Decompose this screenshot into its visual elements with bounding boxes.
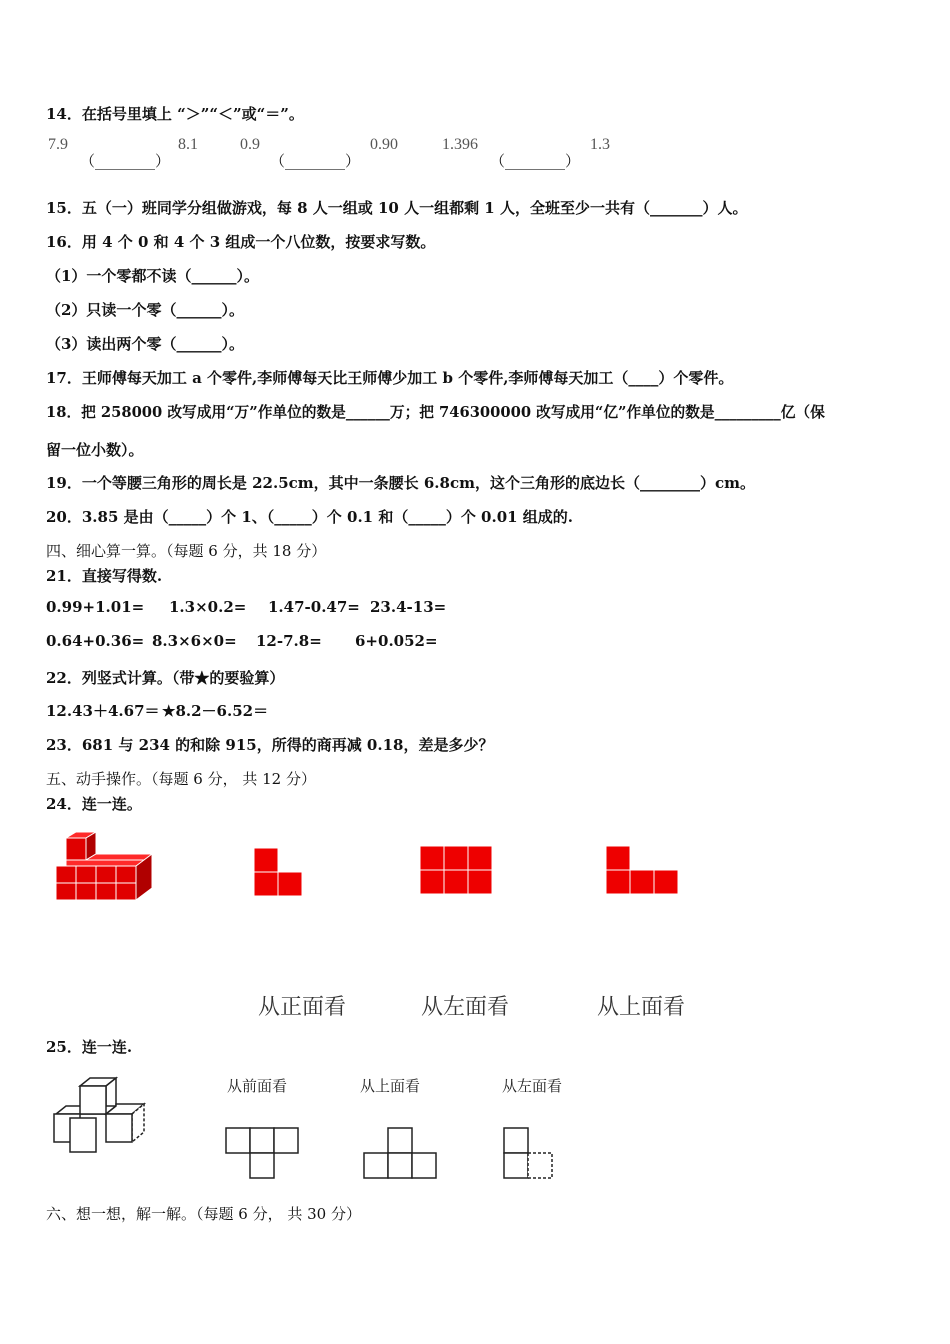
section5-heading: 五、动手操作。（每题 6 分， 共 12 分） <box>46 770 316 788</box>
q22-expr-2: ★8.2－6.52＝ <box>162 702 269 720</box>
q19-text: 19．一个等腰三角形的周长是 22.5cm，其中一条腰长 6.8cm，这个三角形的底边长（________）cm。 <box>46 474 755 492</box>
q14-left-1: 7.9 <box>48 136 68 153</box>
q21-r1-c2: 1.3×0.2= <box>169 598 247 616</box>
q25-label-left: 从左面看 <box>502 1077 563 1095</box>
q24-view-b <box>420 846 494 896</box>
q24-label-top: 从上面看 <box>597 995 686 1020</box>
q24-label-left: 从左面看 <box>421 995 510 1020</box>
q21-r1-c3: 1.47-0.47= <box>268 598 360 616</box>
q16-item-2: （2）只读一个零（______）。 <box>46 301 244 319</box>
q25-view-a <box>225 1127 301 1179</box>
q14-blank-1[interactable]: （________） <box>80 152 171 170</box>
q21-r2-c4: 6+0.052= <box>355 632 438 650</box>
q16-item-1: （1）一个零都不读（______）。 <box>46 267 259 285</box>
q24-label-front: 从正面看 <box>258 995 347 1020</box>
q18-line1: 18．把 258000 改写成用“万”作单位的数是______万；把 746300000 改写成用“亿”作单位的数是_________亿（保 <box>46 404 825 421</box>
q24-view-a <box>254 848 304 898</box>
q17-text: 17．王师傅每天加工 a 个零件,李师傅每天比王师傅少加工 b 个零件,李师傅每天加工（____）个零件。 <box>46 369 734 387</box>
q25-label-front: 从前面看 <box>227 1077 288 1095</box>
q21-r1-c4: 23.4-13= <box>370 598 447 616</box>
q14-right-1: 8.1 <box>178 136 198 153</box>
q21-r2-c3: 12-7.8= <box>256 632 322 650</box>
q14-left-2: 0.9 <box>240 136 260 153</box>
q21-r2-c1: 0.64+0.36= <box>46 632 145 650</box>
q21-text: 21．直接写得数. <box>46 567 163 585</box>
q24-text: 24．连一连。 <box>46 795 142 813</box>
q15-text: 15．五（一）班同学分组做游戏，每 8 人一组或 10 人一组都剩 1 人，全班至少一共有（_______）人。 <box>46 199 748 217</box>
q14-right-3: 1.3 <box>590 136 610 153</box>
q21-r1-c1: 0.99+1.01= <box>46 598 145 616</box>
q25-view-c <box>503 1127 557 1181</box>
q21-r2-c2: 8.3×6×0= <box>152 632 237 650</box>
q16-text: 16．用 4 个 0 和 4 个 3 组成一个八位数，按要求写数。 <box>46 233 436 251</box>
q14-text: 14．在括号里填上 “＞”“＜”或“＝”。 <box>46 105 304 123</box>
q25-text: 25．连一连. <box>46 1038 133 1056</box>
q22-expr-1: 12.43＋4.67＝ <box>46 702 160 720</box>
q24-view-c <box>606 846 680 896</box>
q22-text: 22．列竖式计算。（带★的要验算） <box>46 669 285 687</box>
section6-heading: 六、想一想，解一解。（每题 6 分， 共 30 分） <box>46 1205 361 1223</box>
q23-text: 23．681 与 234 的和除 915，所得的商再减 0.18，差是多少？ <box>46 736 494 754</box>
q25-view-b <box>363 1127 439 1179</box>
q14-blank-3[interactable]: （________） <box>490 152 581 170</box>
q16-item-3: （3）读出两个零（______）。 <box>46 335 244 353</box>
q18-line2: 留一位小数）。 <box>46 441 144 459</box>
q20-text: 20．3.85 是由（_____）个 1、（_____）个 0.1 和（_____）个 0.01 组成的. <box>46 508 574 526</box>
q24-solid-figure <box>52 832 152 908</box>
section4-heading: 四、细心算一算。（每题 6 分，共 18 分） <box>46 542 327 560</box>
q14-left-3: 1.396 <box>442 136 478 153</box>
q25-label-top: 从上面看 <box>360 1077 421 1095</box>
q14-right-2: 0.90 <box>370 136 398 153</box>
q14-blank-2[interactable]: （________） <box>270 152 361 170</box>
q25-solid-figure <box>52 1076 148 1156</box>
